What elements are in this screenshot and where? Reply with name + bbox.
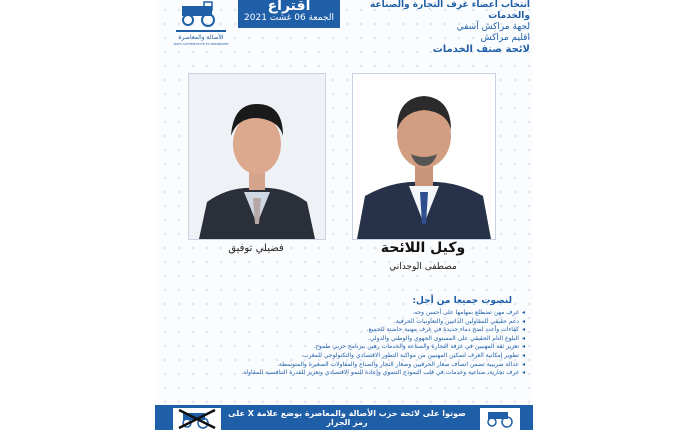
list-item: ◂عدالة ضريبية تضمن انصاف صغار الحرفيين وصغار التجار والصناع والمقاولات الصغيرة والمتوسطة. bbox=[276, 360, 525, 368]
tractor-x-icon bbox=[173, 408, 221, 430]
candidate-photo-right bbox=[352, 73, 496, 240]
header-line1: انتخاب أعضاء غرف التجارة والصناعة والخدمات bbox=[370, 0, 530, 21]
banner-date: الجمعة 06 غشت 2021 bbox=[244, 13, 334, 23]
header-text bbox=[340, 0, 530, 56]
footer-text: صوتوا على لائحة حزب الأصالة والمعاصرة بوضع علامة X على رمز الجرار bbox=[228, 409, 466, 427]
header-line4: لائحة صنف الخدمات bbox=[432, 44, 530, 55]
logo-text: الأصالة والمعاصرة bbox=[178, 34, 224, 41]
bullet-icon: ◂ bbox=[521, 360, 525, 368]
list-item: ◂تعزيز ثقة المهنيين في غرفة التجارة والصناعة والخدمات رهين ببرنامج حزبي طموح. bbox=[313, 343, 525, 351]
pledge-list bbox=[225, 309, 525, 378]
candidate-name-left: فضيلي توفيق bbox=[228, 243, 284, 254]
candidate-role-right: وكيل اللائحة bbox=[380, 240, 466, 256]
bullet-icon: ◂ bbox=[521, 343, 525, 351]
list-item: ◂غرف مهن تضطلع بمهامها على أحسن وجه. bbox=[412, 309, 525, 316]
bullet-icon: ◂ bbox=[521, 369, 525, 377]
candidate-name-right: مصطفى الوجداني bbox=[389, 262, 457, 272]
bullet-icon: ◂ bbox=[521, 334, 525, 342]
header-line3: اقليم مراكش bbox=[480, 33, 530, 43]
header-line2: لجهة مراكش آسفي bbox=[456, 22, 530, 32]
bullet-icon: ◂ bbox=[521, 317, 525, 325]
list-item: ◂تطوير إمكانية الغرف لتمكين المهنيين من مواكبة التطور الاقتصادي والتكنولوجي للمغرب. bbox=[300, 351, 525, 359]
list-item: ◂كفاءات وأعدد لضخ دماء جديدة في غرف مهنية حاضنة للجميع. bbox=[366, 326, 525, 334]
election-banner bbox=[238, 0, 340, 28]
candidate-photo-left bbox=[188, 73, 326, 240]
list-item: ◂غرف تجارية، صناعية وخدمات في قلب النموذج التنموي وإعادة للنمو الاقتصادي وتعزيز للقدرة التنافسية للمقاولة. bbox=[241, 369, 525, 377]
tractor-icon bbox=[480, 408, 520, 430]
logo-subtext: PARTI AUTHENTICITÉ ET MODERNITÉ bbox=[173, 42, 229, 46]
list-item: ◂البلوغ التام الحقيقي على المستوى الجهوي والوطني والدولي. bbox=[367, 334, 525, 342]
bullet-icon: ◂ bbox=[521, 326, 525, 334]
banner-title: اقتراع bbox=[267, 0, 311, 14]
bullet-icon: ◂ bbox=[521, 351, 525, 359]
pledge-title: لنصوت جميعا من أجل: bbox=[412, 296, 512, 306]
bullet-icon: ◂ bbox=[521, 309, 525, 316]
list-item: ◂دعم حقيقي للمقاولين الذاتيين والتعاونيات الحرفية. bbox=[393, 317, 525, 325]
